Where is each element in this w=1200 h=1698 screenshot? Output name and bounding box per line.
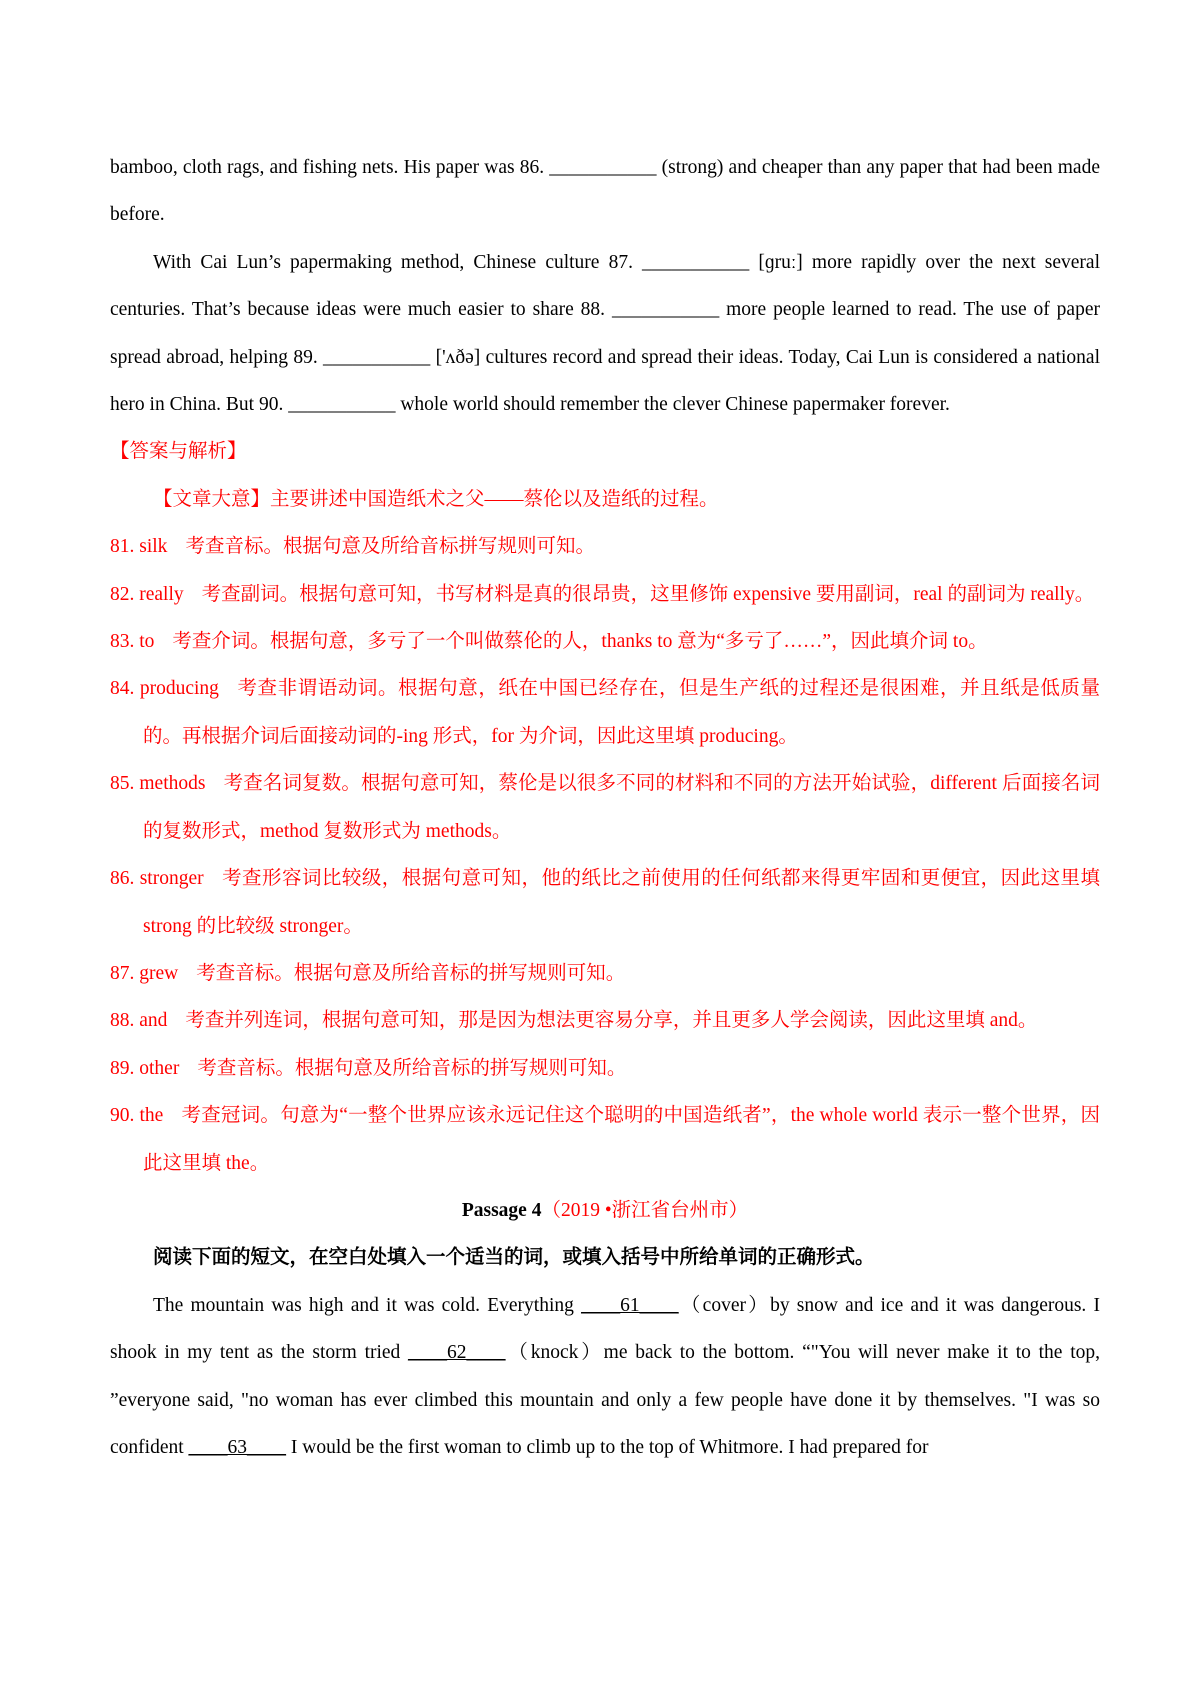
answer-explanation: 考查介词。根据句意，多亏了一个叫做蔡伦的人，thanks to 意为“多亏了……”，因此填介词 to。: [172, 631, 988, 653]
text-run: I would be the first woman to climb up to the top of Whitmore. I had prepared for: [286, 1436, 929, 1458]
answer-explanation: 考查副词。根据句意可知，书写材料是真的很昂贵，这里修饰 expensive 要用副词，real 的副词为 really。: [201, 583, 1095, 605]
answer-key: 89. other: [110, 1057, 180, 1079]
answer-explanation: 考查非谓语动词。根据句意，纸在中国已经存在，但是生产纸的过程还是很困难，并且纸是低质量的。再根据介词后面接动词的-ing 形式，for 为介词，因此这里填 producing。: [143, 678, 1100, 747]
instruction: 阅读下面的短文，在空白处填入一个适当的词，或填入括号中所给单词的正确形式。: [153, 1247, 875, 1269]
answer-key: 90. the: [110, 1105, 164, 1127]
blank-61: ____61____: [581, 1294, 679, 1316]
passage-title: [110, 1187, 1100, 1234]
answer-list: [110, 523, 1100, 1187]
summary: 【文章大意】主要讲述中国造纸术之父——蔡伦以及造纸的过程。: [153, 488, 719, 510]
answer-item: [110, 618, 1100, 665]
answer-item: [110, 1092, 1100, 1187]
answer-item: [110, 760, 1100, 855]
answer-item: [110, 950, 1100, 997]
answer-key: 85. methods: [110, 773, 206, 795]
answer-key: 86. stronger: [110, 868, 204, 890]
answer-explanation: 考查并列连词，根据句意可知，那是因为想法更容易分享，并且更多人学会阅读，因此这里填 and。: [185, 1010, 1038, 1032]
answer-header: 【答案与解析】: [110, 441, 247, 463]
answer-explanation: 考查音标。根据句意及所给音标的拼写规则可知。: [197, 1057, 627, 1079]
paragraph: With Cai Lun’s papermaking method, Chinese culture 87. ___________ [ɡruː] more rapidly over the next several centuries. That’s because ideas were much easier to share 88. ___________ more people learned to read. The use of paper spread abroad, helping 89. ___________ ['ʌðə] cultures record and spread their ideas. Today, Cai Lun is considered a national hero in China. But 90. ___________ whole world should remember the clever Chinese papermaker forever.: [110, 251, 1100, 416]
answer-key: 81. silk: [110, 536, 168, 558]
text-run: （knock）me back to the bottom. “"You will never make it to the top, ”everyone said, "no woman has ever climbed this mountain and only a few people have done it by themselves. "I was so confident: [110, 1342, 1100, 1458]
answer-explanation: 考查名词复数。根据句意可知，蔡伦是以很多不同的材料和不同的方法开始试验，different 后面接名词的复数形式，method 复数形式为 methods。: [143, 773, 1100, 842]
answer-item: [110, 997, 1100, 1044]
answer-item: [110, 665, 1100, 760]
paragraph: bamboo, cloth rags, and fishing nets. His paper was 86. ___________ (strong) and cheaper than any paper that had been made before.: [110, 157, 1100, 226]
passage-title-label: Passage 4: [461, 1199, 542, 1221]
answer-key: 88. and: [110, 1010, 168, 1032]
blank-63: ____63____: [188, 1436, 287, 1458]
text-run: （cover）by snow and ice and it was dangerous. I shook in my tent as the storm tried: [110, 1294, 1100, 1364]
answer-item: [110, 855, 1100, 950]
passage-3-continuation: [110, 144, 1100, 1471]
answer-explanation: 考查形容词比较级，根据句意可知，他的纸比之前使用的任何纸都来得更牢固和更便宜，因此这里填 strong 的比较级 stronger。: [143, 868, 1100, 937]
answer-key: 83. to: [110, 631, 155, 653]
answer-key: 82. really: [110, 583, 184, 605]
answer-explanation: 考查音标。根据句意及所给音标的拼写规则可知。: [196, 962, 626, 984]
paragraph: [110, 1282, 1100, 1472]
answer-key: 84. producing: [110, 678, 219, 700]
answer-item: [110, 523, 1100, 570]
passage-source: （2019 •浙江省台州市）: [541, 1199, 749, 1221]
answer-item: [110, 571, 1100, 618]
answer-explanation: 考查冠词。句意为“一整个世界应该永远记住这个聪明的中国造纸者”，the whole world 表示一整个世界，因此这里填 the。: [143, 1105, 1100, 1174]
blank-62: ____62____: [408, 1342, 506, 1364]
text-run: The mountain was high and it was cold. Everything: [153, 1294, 582, 1316]
answer-item: [110, 1045, 1100, 1092]
answer-explanation: 考查音标。根据句意及所给音标拼写规则可知。: [185, 536, 595, 558]
answer-key: 87. grew: [110, 962, 179, 984]
